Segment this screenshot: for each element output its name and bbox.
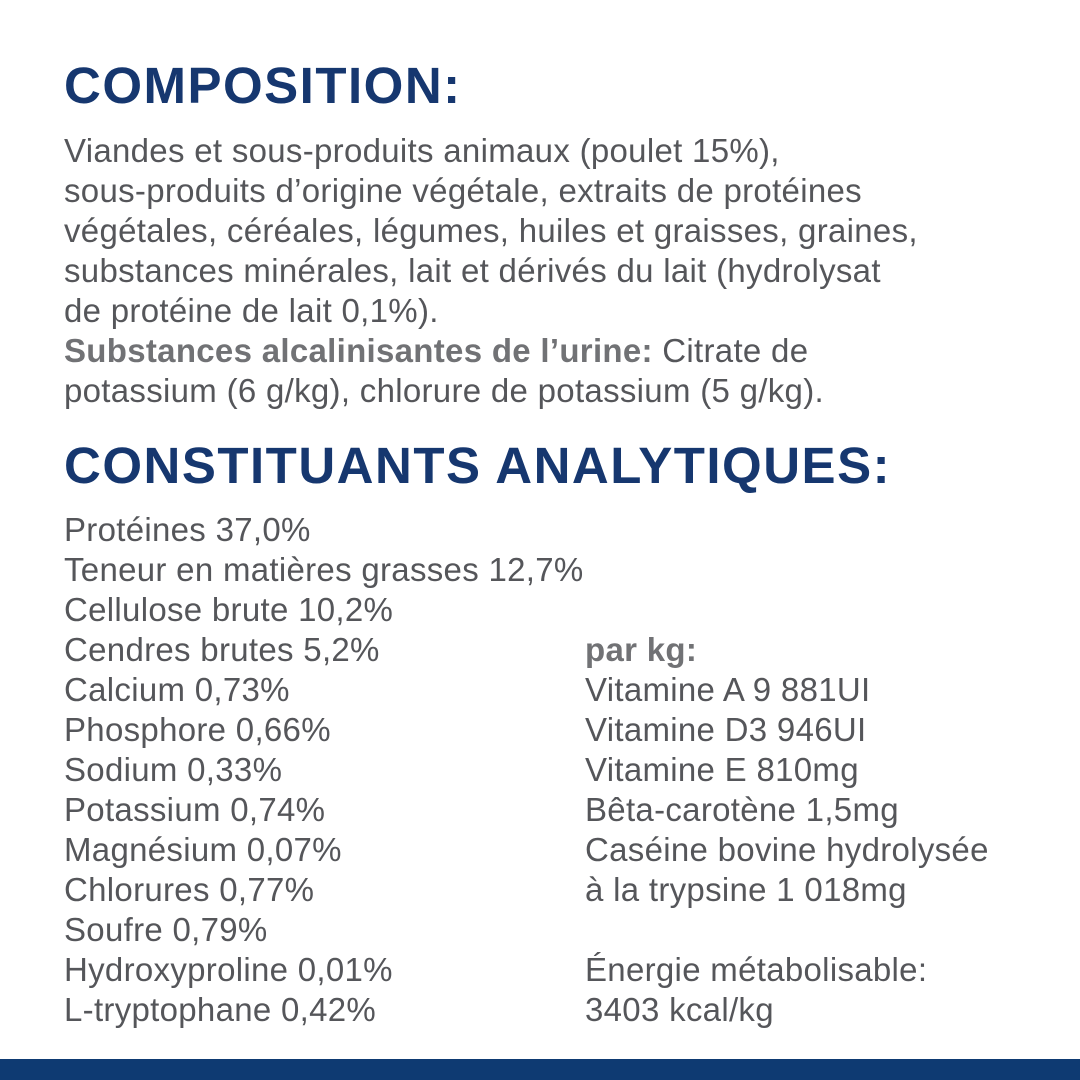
vitamin-row: Vitamine D3 946UI (585, 711, 867, 748)
analytical-right-column (585, 630, 989, 1030)
metabolisable-energy-line: Énergie métabolisable: (585, 951, 928, 988)
composition-paragraph (64, 131, 918, 411)
urine-substances-line (64, 331, 918, 371)
nutrient-row: Cellulose brute 10,2% (64, 591, 394, 628)
nutrient-row: Teneur en matières grasses 12,7% (64, 551, 584, 588)
composition-heading: COMPOSITION: (64, 57, 462, 114)
composition-line: sous-produits d’origine végétale, extraits de protéines (64, 172, 862, 209)
composition-line: végétales, céréales, légumes, huiles et graisses, graines, (64, 212, 918, 249)
metabolisable-energy-value: 3403 kcal/kg (585, 991, 774, 1028)
nutrient-row: Protéines 37,0% (64, 511, 311, 548)
per-kg-label: par kg: (585, 631, 698, 668)
nutrient-row: Sodium 0,33% (64, 751, 283, 788)
nutrient-row: Magnésium 0,07% (64, 831, 342, 868)
analytical-left-column (64, 510, 584, 1030)
nutrient-row: Hydroxyproline 0,01% (64, 951, 393, 988)
urine-substances-label: Substances alcalinisantes de l’urine: (64, 332, 653, 369)
analytical-constituents-heading: CONSTITUANTS ANALYTIQUES: (64, 437, 892, 494)
vitamin-row: à la trypsine 1 018mg (585, 871, 907, 908)
urine-substances-rest: Citrate de (652, 332, 809, 369)
vitamin-row: Vitamine A 9 881UI (585, 671, 871, 708)
urine-substances-line: potassium (6 g/kg), chlorure de potassium (5 g/kg). (64, 372, 824, 409)
nutrient-row: Calcium 0,73% (64, 671, 290, 708)
nutrient-row: Potassium 0,74% (64, 791, 326, 828)
nutrient-row: Phosphore 0,66% (64, 711, 331, 748)
composition-line: de protéine de lait 0,1%). (64, 292, 439, 329)
vitamin-row: Vitamine E 810mg (585, 751, 859, 788)
composition-line: Viandes et sous-produits animaux (poulet 15%), (64, 132, 780, 169)
vitamin-row: Bêta-carotène 1,5mg (585, 791, 899, 828)
nutrient-row: Soufre 0,79% (64, 911, 268, 948)
nutrient-row: L-tryptophane 0,42% (64, 991, 377, 1028)
vitamin-row: Caséine bovine hydrolysée (585, 831, 989, 868)
nutrient-row: Cendres brutes 5,2% (64, 631, 380, 668)
bottom-navy-bar (0, 1059, 1080, 1080)
composition-line: substances minérales, lait et dérivés du lait (hydrolysat (64, 252, 881, 289)
column-spacer (585, 910, 989, 950)
nutrient-row: Chlorures 0,77% (64, 871, 315, 908)
